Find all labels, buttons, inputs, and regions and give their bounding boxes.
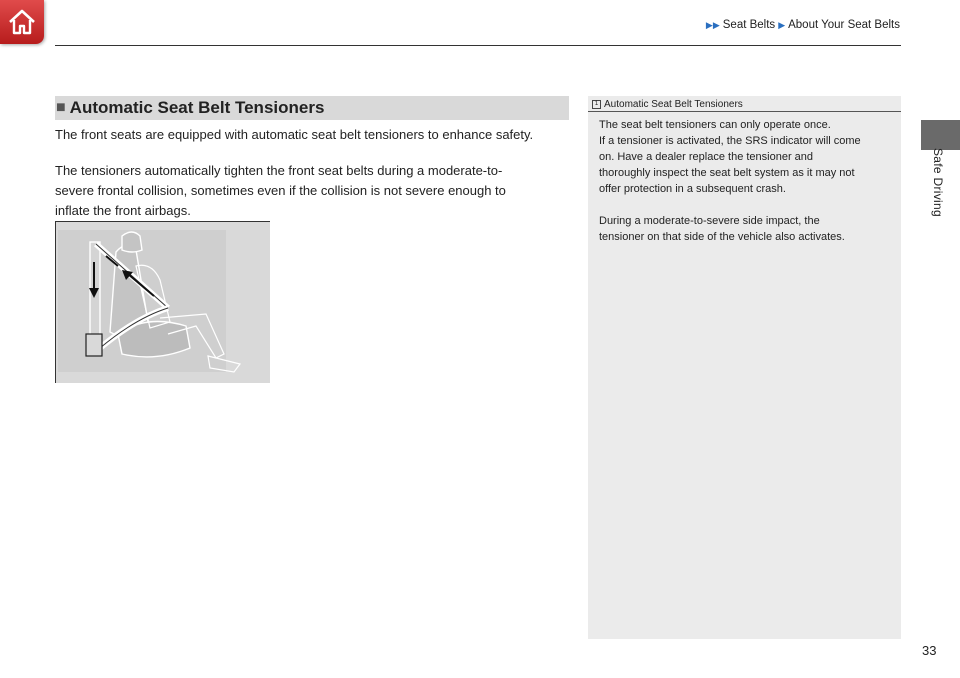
body-paragraph-2-line-1: The tensioners automatically tighten the front seat belts during a moderate-to- [55,163,503,178]
breadcrumb [706,19,900,31]
reference-icon: 1 [592,100,601,109]
chapter-tab-label: Safe Driving [931,148,945,217]
sidebar-line: on. Have a dealer replace the tensioner and [599,151,814,163]
sidebar-line: thoroughly inspect the seat belt system as it may not [599,167,855,179]
seat-belt-tensioner-illustration [55,221,270,383]
breadcrumb-link-seat-belts[interactable]: Seat Belts [722,19,776,31]
sidebar-line: The seat belt tensioners can only operate once. [599,119,831,131]
section-bullet-icon: ■ [56,99,66,116]
sidebar-line: If a tensioner is activated, the SRS indicator will come [599,135,861,147]
header-divider [55,45,901,46]
sidebar-header [588,96,901,112]
sidebar-title: Automatic Seat Belt Tensioners [604,98,743,110]
section-heading [55,96,569,120]
home-button[interactable] [0,0,44,44]
sidebar-line: offer protection in a subsequent crash. [599,183,786,195]
home-icon [7,8,37,36]
sidebar-line: tensioner on that side of the vehicle also activates. [599,231,845,243]
body-paragraph-2-line-2: severe frontal collision, sometimes even if the collision is not severe enough to [55,183,506,198]
section-title: Automatic Seat Belt Tensioners [69,98,325,117]
body-paragraph-1: The front seats are equipped with automatic seat belt tensioners to enhance safety. [55,127,534,142]
breadcrumb-link-about-seat-belts[interactable]: About Your Seat Belts [788,19,900,31]
seat-illustration-image [56,222,270,383]
breadcrumb-arrow-icon: ▶ [778,19,786,30]
sidebar-line: During a moderate-to-severe side impact, the [599,215,820,227]
body-paragraph-2-line-3: inflate the front airbags. [55,203,191,218]
breadcrumb-arrow-icon: ▶▶ [705,19,720,30]
sidebar-note [588,96,901,639]
page-number: 33 [922,643,937,658]
chapter-tab[interactable] [921,120,960,150]
